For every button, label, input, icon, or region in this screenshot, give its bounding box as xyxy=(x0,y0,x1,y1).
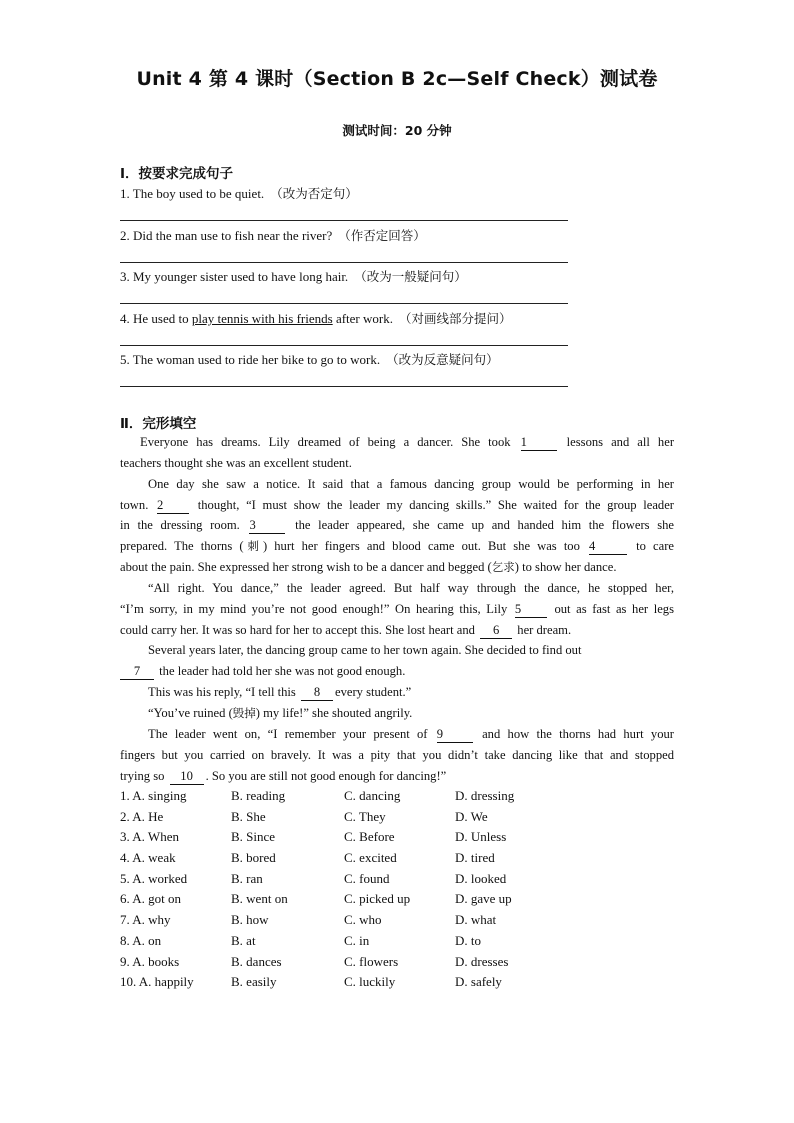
option-10b[interactable]: B. easily xyxy=(231,974,277,990)
passage-line: prepared. The thorns (刺) hurt her fingers and blood came out. But she was too 4 to care xyxy=(120,539,674,554)
question-4 xyxy=(120,309,511,327)
answer-line-5[interactable] xyxy=(120,386,568,387)
option-2c[interactable]: C. They xyxy=(344,808,386,824)
blank-3[interactable]: 3 xyxy=(249,518,285,534)
question-2-hint: （作否定回答） xyxy=(338,228,426,243)
option-7b[interactable]: B. how xyxy=(231,912,269,928)
page-title: Unit 4 第 4 课时（Section B 2c—Self Check）测试卷 xyxy=(136,68,658,90)
option-10c[interactable]: C. luckily xyxy=(344,974,396,990)
passage-line: town. 2 thought, “I must show the leader my dancing skills.” She waited for the group leader xyxy=(120,497,675,512)
blank-1[interactable]: 1 xyxy=(521,435,557,451)
passage-line: The leader went on, “I remember your present of 9 and how the thorns had hurt your xyxy=(148,726,675,741)
question-5-hint: （改为反意疑问句） xyxy=(386,352,499,367)
passage-line: about the pain. She expressed her strong wish to be a dancer and begged (乞求) to show her dance. xyxy=(120,560,617,575)
option-9a[interactable]: 9. A. books xyxy=(120,953,180,969)
option-8c[interactable]: C. in xyxy=(344,932,370,948)
option-2d[interactable]: D. We xyxy=(455,808,488,824)
passage-line: One day she saw a notice. It said that a famous dancing group would be performing in her xyxy=(148,476,674,491)
test-duration: 测试时间：20 分钟 xyxy=(342,123,452,138)
option-8b[interactable]: B. at xyxy=(231,932,256,948)
section-2-heading: Ⅱ．完形填空 xyxy=(120,416,197,432)
answer-line-2[interactable] xyxy=(120,262,568,263)
option-5b[interactable]: B. ran xyxy=(231,870,263,886)
option-5d[interactable]: D. looked xyxy=(455,870,507,886)
passage-line: teachers thought she was an excellent student. xyxy=(120,455,352,470)
option-3b[interactable]: B. Since xyxy=(231,829,276,845)
option-8a[interactable]: 8. A. on xyxy=(120,932,162,948)
question-3 xyxy=(120,267,467,285)
option-9c[interactable]: C. flowers xyxy=(344,953,399,969)
blank-9[interactable]: 9 xyxy=(437,727,473,743)
option-6b[interactable]: B. went on xyxy=(231,891,288,907)
blank-5[interactable]: 5 xyxy=(515,602,547,618)
option-4b[interactable]: B. bored xyxy=(231,850,276,866)
answer-line-4[interactable] xyxy=(120,345,568,346)
option-8d[interactable]: D. to xyxy=(455,932,481,948)
passage-line: could carry her. It was so hard for her to accept this. She lost heart and 6 her dream. xyxy=(120,622,572,637)
passage-line: “All right. You dance,” the leader agreed. But half way through the dance, he stopped her, xyxy=(148,580,674,595)
option-2a[interactable]: 2. A. He xyxy=(120,808,164,824)
question-1 xyxy=(120,184,358,202)
passage-line: This was his reply, “I tell this 8 every student.” xyxy=(148,685,412,700)
blank-4[interactable]: 4 xyxy=(589,539,627,555)
question-5-text: 5. The woman used to ride her bike to go to work. xyxy=(120,352,381,367)
blank-10[interactable]: 10 xyxy=(170,769,204,785)
option-6d[interactable]: D. gave up xyxy=(455,891,512,907)
option-10d[interactable]: D. safely xyxy=(455,974,502,990)
question-4-hint: （对画线部分提问） xyxy=(398,311,512,326)
question-3-text: 3. My younger sister used to have long hair. xyxy=(120,269,349,284)
question-4-text-post: after work. xyxy=(332,311,393,326)
passage-line: trying so 10 . So you are still not good enough for dancing!” xyxy=(120,768,447,783)
option-3a[interactable]: 3. A. When xyxy=(120,829,179,845)
question-2 xyxy=(120,226,426,244)
answer-line-3[interactable] xyxy=(120,303,568,304)
passage-line: Everyone has dreams. Lily dreamed of being a dancer. She took 1 lessons and all her xyxy=(140,435,675,449)
passage-line: in the dressing room. 3 the leader appeared, she came up and handed him the flowers she xyxy=(120,518,674,533)
option-9d[interactable]: D. dresses xyxy=(455,953,509,969)
option-4d[interactable]: D. tired xyxy=(455,850,495,866)
option-1c[interactable]: C. dancing xyxy=(344,788,401,803)
option-1b[interactable]: B. reading xyxy=(231,788,286,803)
blank-2[interactable]: 2 xyxy=(157,498,189,514)
question-3-hint: （改为一般疑问句） xyxy=(354,269,467,284)
option-6a[interactable]: 6. A. got on xyxy=(120,891,182,907)
blank-6[interactable]: 6 xyxy=(480,623,512,639)
question-4-text-pre: 4. He used to xyxy=(120,311,192,326)
question-1-text: 1. The boy used to be quiet. xyxy=(120,186,265,201)
option-7a[interactable]: 7. A. why xyxy=(120,912,171,928)
passage-line: “You’ve ruined (毁掉) my life!” she shouted angrily. xyxy=(148,705,413,720)
question-5 xyxy=(120,350,499,368)
option-6c[interactable]: C. picked up xyxy=(344,891,411,907)
question-4-underlined-part: play tennis with his friends xyxy=(191,311,333,326)
option-9b[interactable]: B. dances xyxy=(231,953,282,969)
option-3c[interactable]: C. Before xyxy=(344,829,395,845)
option-7d[interactable]: D. what xyxy=(455,912,497,928)
cloze-passage xyxy=(120,432,674,786)
option-4a[interactable]: 4. A. weak xyxy=(120,850,176,866)
question-1-hint: （改为否定句） xyxy=(270,186,358,201)
passage-line: Several years later, the dancing group came to her town again. She decided to find out xyxy=(148,643,582,658)
passage-line: “I’m sorry, in my mind you’re not good enough!” On hearing this, Lily 5 out as fast as her legs xyxy=(120,601,674,616)
option-1a[interactable]: 1. A. singing xyxy=(120,788,187,803)
option-7c[interactable]: C. who xyxy=(344,912,382,928)
option-1d[interactable]: D. dressing xyxy=(455,788,515,803)
option-5a[interactable]: 5. A. worked xyxy=(120,870,188,886)
option-2b[interactable]: B. She xyxy=(231,808,266,824)
passage-line: 7 the leader had told her she was not good enough. xyxy=(120,661,674,682)
option-3d[interactable]: D. Unless xyxy=(455,829,507,845)
section-1-heading: Ⅰ．按要求完成句子 xyxy=(120,166,234,182)
blank-8[interactable]: 8 xyxy=(301,685,333,701)
option-10a[interactable]: 10. A. happily xyxy=(120,974,194,990)
blank-7[interactable]: 7 xyxy=(120,664,154,680)
passage-line: fingers but you carried on bravely. It was a pity that you didn’t take dancing like that and stopped xyxy=(120,747,674,762)
question-2-text: 2. Did the man use to fish near the river? xyxy=(120,228,333,243)
answer-line-1[interactable] xyxy=(120,220,568,221)
option-5c[interactable]: C. found xyxy=(344,870,390,886)
option-4c[interactable]: C. excited xyxy=(344,850,397,866)
